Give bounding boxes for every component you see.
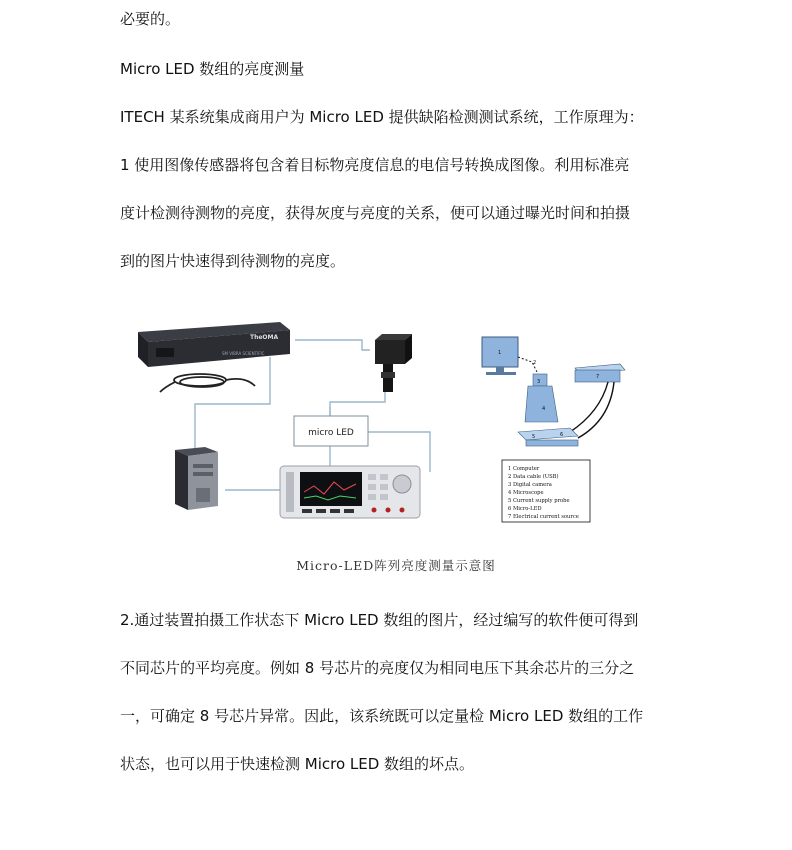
legend-item-4: 4 Microscope xyxy=(508,490,544,496)
paragraph-4: 2.通过装置拍摄工作状态下 Micro LED 数组的图片，经过编写的软件便可得到 xyxy=(120,611,639,629)
legend-item-3: 3 Digital camera xyxy=(508,482,552,488)
paragraph-3-line-2: 度计检测待测物的亮度，获得灰度与亮度的关系，便可以通过曝光时间和拍摄 xyxy=(120,204,631,222)
paragraph-4-line-2: 不同芯片的平均亮度。例如 8 号芯片的亮度仅为相同电压下其余芯片的三分之 xyxy=(120,659,635,677)
micro-led-label: micro LED xyxy=(308,428,354,438)
diagram-number-1: 1 xyxy=(498,350,502,356)
diagram-number-4: 4 xyxy=(542,406,546,412)
legend-item-6: 6 Micro-LED xyxy=(508,506,542,512)
paragraph-1: 必要的。 xyxy=(120,10,181,28)
diagram-number-3: 3 xyxy=(537,379,541,385)
measurement-figure xyxy=(130,312,630,562)
figure-caption: Micro-LED阵列亮度测量示意图 xyxy=(296,558,496,573)
controller-subtitle: SM VIBRA SCIENTIFIC xyxy=(222,351,265,356)
diagram-number-5: 5 xyxy=(532,434,536,440)
controller-box xyxy=(138,322,290,367)
section-heading: Micro LED 数组的亮度测量 xyxy=(120,60,305,78)
micro-led-box xyxy=(294,416,368,446)
controller-brand: TheOMA xyxy=(250,334,279,341)
paragraph-2: ITECH 某系统集成商用户为 Micro LED 提供缺陷检测测试系统，工作原理为： xyxy=(120,108,644,126)
camera-device xyxy=(375,334,412,392)
fiber-cable xyxy=(160,374,255,392)
legend-item-1: 1 Computer xyxy=(508,466,540,472)
legend-item-2: 2 Data cable (USB) xyxy=(508,474,559,480)
schematic-diagram xyxy=(482,337,625,522)
legend-item-5: 5 Current supply probe xyxy=(508,498,570,504)
paragraph-4-line-3: 一，可确定 8 号芯片异常。因此，该系统既可以定量检 Micro LED 数组的工作 xyxy=(120,707,644,725)
diagram-number-7: 7 xyxy=(596,374,600,380)
paragraph-3: 1 使用图像传感器将包含着目标物亮度信息的电信号转换成图像。利用标准亮 xyxy=(120,156,630,174)
paragraph-4-line-4: 状态，也可以用于快速检测 Micro LED 数组的坏点。 xyxy=(120,755,475,773)
diagram-number-6: 6 xyxy=(560,432,564,438)
pc-tower xyxy=(175,447,218,510)
source-meter xyxy=(280,466,420,518)
diagram-number-2: 2 xyxy=(533,360,537,366)
paragraph-3-line-3: 到的图片快速得到待测物的亮度。 xyxy=(120,252,346,270)
legend-item-7: 7 Electrical current source xyxy=(508,514,579,520)
